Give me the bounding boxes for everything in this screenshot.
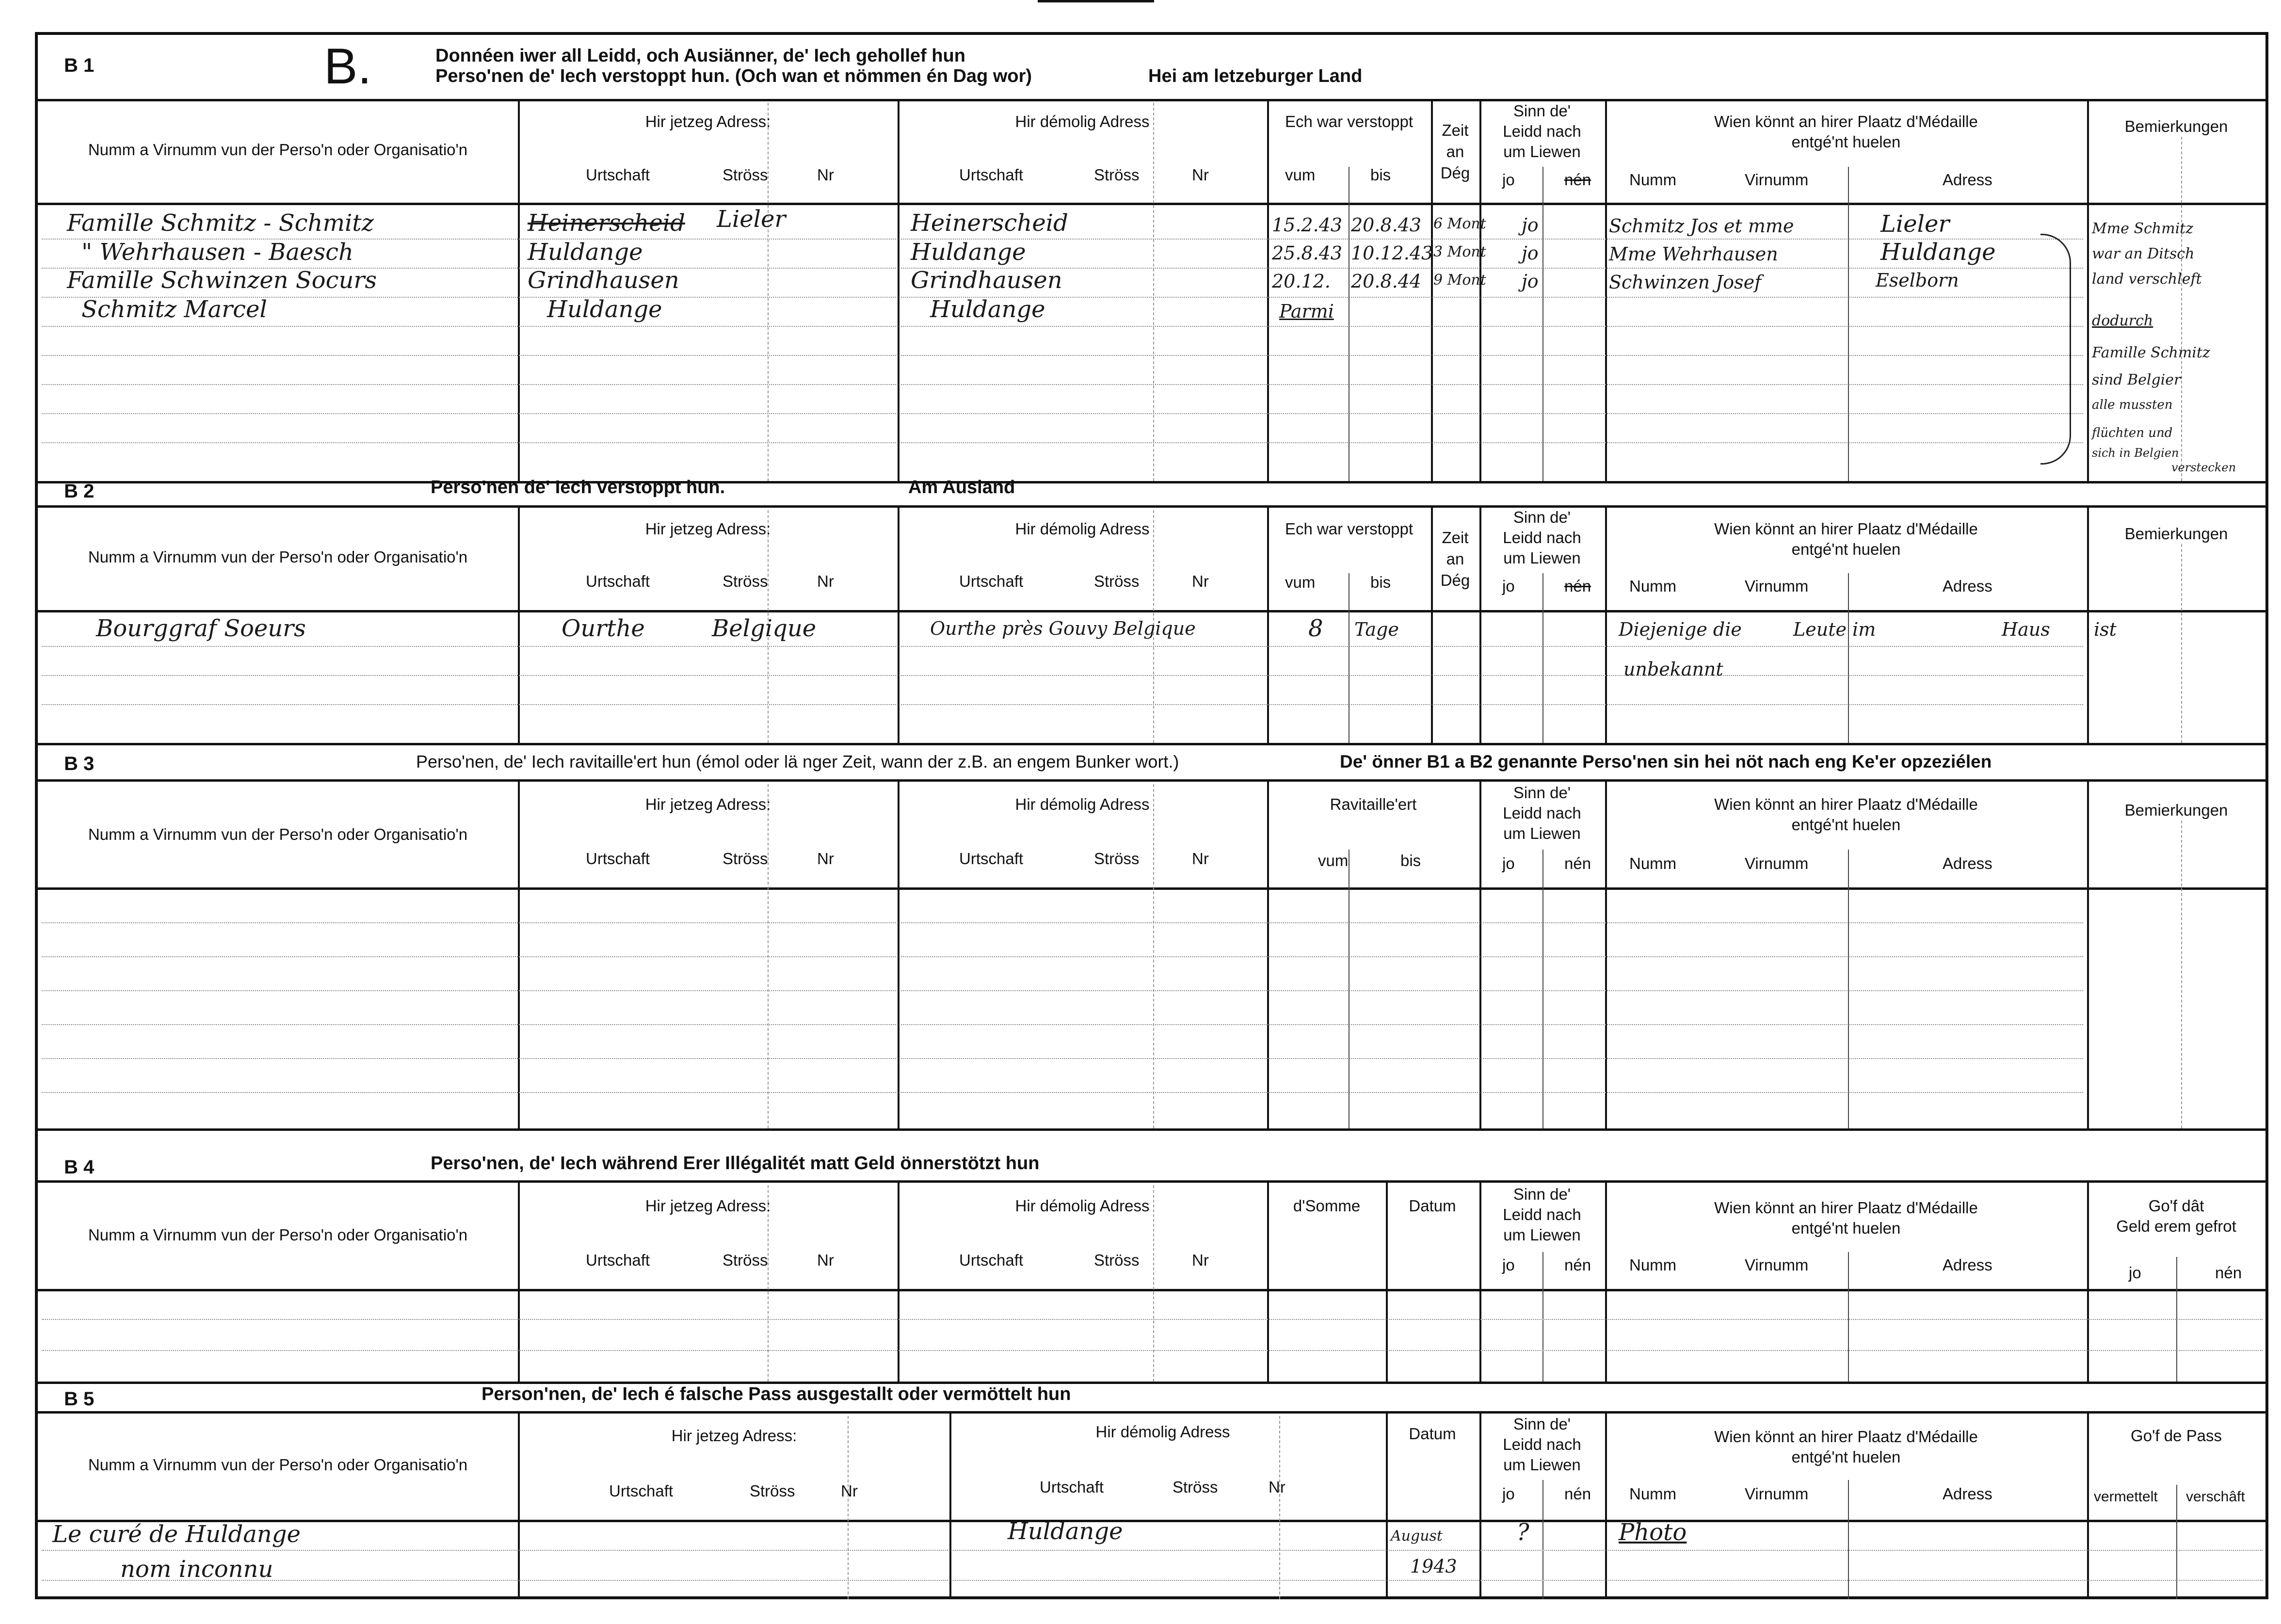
b3-col-ravitaille: Ravitaille'ert: [1330, 795, 1417, 813]
b2-section-id: B 2: [64, 481, 95, 502]
b2-region: Am Ausland: [908, 477, 1015, 498]
b1-title-line2: Perso'nen de' Iech verstoppt hun. (Och wan et nömmen én Dag wor): [435, 66, 1032, 86]
top-edge-line: [1038, 0, 1154, 2]
b4-title: Perso'nen, de' Iech während Erer Illégalitét matt Geld önnerstötzt hun: [431, 1153, 1040, 1174]
b1-col-current: Hir jetzeg Adress:: [645, 113, 771, 130]
b1-title-region: Hei am letzeburger Land: [1148, 66, 1363, 86]
b1-current-street: Lieler: [717, 206, 786, 233]
b1-entry-name-2: " Wehrhausen - Baesch: [81, 239, 353, 266]
b3-title: Perso'nen, de' Iech ravitaille'ert hun (émol oder lä nger Zeit, wann der z.B. an engem Bunker wort.): [416, 752, 1179, 772]
b1-entry-name-4: Schmitz Marcel: [81, 296, 267, 323]
b1-col-former: Hir démolig Adress: [1015, 113, 1150, 130]
b5-entry-name-1: Le curé de Huldange: [52, 1521, 301, 1548]
b3-note: De' önner B1 a B2 genannte Perso'nen sin hei nöt nach eng Ke'er opzeziélen: [1340, 752, 1992, 772]
b1-current-town-1: Heinerscheid: [528, 209, 685, 237]
b5-col-pass: Go'f de Pass: [2131, 1427, 2222, 1445]
b3-section-id: B 3: [64, 753, 95, 774]
b1-header-top: [38, 99, 2266, 101]
form-letter: B.: [324, 38, 372, 95]
b1-entry-name-1: Famille Schmitz - Schmitz: [67, 209, 374, 237]
b5-title: Person'nen, de' Iech é falsche Pass ausgestallt oder vermöttelt hun: [482, 1384, 1071, 1404]
b1-col-name: Numm a Virnumm vun der Perso'n oder Organisatio'n: [88, 141, 468, 159]
b1-title-line1: Donnéen iwer all Leidd, och Ausiänner, de' Iech gehollef hun: [435, 46, 965, 66]
b1-section-id: B 1: [64, 55, 95, 76]
b4-section-id: B 4: [64, 1157, 95, 1178]
b4-col-datum: Datum: [1409, 1197, 1456, 1215]
b2-title: Perso'nen de' Iech verstoppt hun.: [431, 477, 725, 498]
b4-col-somme: d'Somme: [1293, 1197, 1361, 1215]
b2-entry-name: Bourggraf Soeurs: [96, 615, 306, 642]
form-sheet: B 1 B. Donnéen iwer all Leidd, och Ausiänner, de' Iech gehollef hun Perso'nen de' Iech verstoppt hun. (Och wan et nömmen én Dag wor) Hei am letzeburger Land Numm a Virnumm vun der Perso'n oder Organisatio'n Hir jetzeg Adress: Urtschaft Ströss Nr Hir démolig Adress Urtschaft Ströss Nr Ech war verstoppt vum bis Zeit an Dég Sinn de' Leidd nach um Liewen jo nén Wien könnt an hirer Plaatz d'Médaille entgé'nt huelen Numm Virnumm Adress Bemierkungen Famille Schmitz - Schmitz " Wehrhausen - Baesch Famille Schwinzen Socurs Schmitz Marcel Heinerscheid Lieler Huldange Grindhausen Huldange Heinerscheid Huldange Grindhausen Huldange 15.2.43 25.8.43 20.12. 20.8.43 10.12.43 20.8.44 Parmi 6 Mont 3 Mont 9 Mont jo jo jo Schmitz Jos et mme Mme Wehrhausen Schwinzen Josef Lieler Huldange Eselborn Mme Schmitz war an Ditsch land verschleft dodurch Famille Schmitz sind Belgier alle mussten flüchten und sich in Belgien verstecken B 2 Perso'nen de' Iech verstoppt hun. Am Ausland Numm a Virnumm vun der Perso'n oder Organisatio'n Hir jetzeg Adress: Urtschaft Ströss Nr Hir démolig Adress Urtschaft Ströss Nr Ech war verstoppt vum bis Zeit an Dég Sinn de' Leidd nach um Liewen jo nén Wien könnt an hirer Plaatz d'Médaille entgé'nt huelen Numm Virnumm Adress Bemierkungen Bourggraf Soeurs Ourthe Belgique Ourthe près Gouvy Belgique 8 Tage Diejenige die Leute im Haus ist unbekannt B 3 Perso'nen, de' Iech ravitaille'ert hun (émol oder lä nger Zeit, wann der z.B. an engem Bunker wort.) De' önner B1 a B2 genannte Perso'nen sin hei nöt nach eng Ke'er opzeziélen Numm a Virnumm vun der Perso'n oder Organisatio'n Hir jetzeg Adress: Urtschaft Ströss Nr Hir démolig Adress Urtschaft Ströss Nr Ravitaille'ert vum bis Sinn de' Leidd nach um Liewen jo nén Wien könnt an hirer Plaatz d'Médaille entgé'nt huelen Numm Virnumm Adress Bemierkungen B 4 Perso'nen, de' Iech während Erer Illégalitét matt Geld önnerstötzt hun Numm a Virnumm vun der Perso'n oder Organisatio'n Hir jetzeg Adress: Urtschaft Ströss Nr Hir démolig Adress Urtschaft Ströss Nr d'Somme Datum Sinn de' Leidd nach um Liewen jo nén Wien könnt an hirer Plaatz d'Médaille entgé'nt huelen Numm Virnumm Adress Go'f dât Geld erem gefrot jo nén B 5 Person'nen, de' Iech é falsche Pass ausgestallt oder vermöttelt hun Numm a Virnumm vun der Perso'n oder Organisatio'n Hir jetzeg Adress: Urtschaft Ströss Nr Hir démolig Adress Urtschaft Ströss Nr Datum Sinn de' Leidd nach um Liewen jo nén Wien könnt an hirer Plaatz d'Médaille entgé'nt huelen Numm Virnumm Adress Go'f de Pass vermettelt verschâft Le curé de Huldange nom inconnu Huldange August 1943 ? Photo: [35, 32, 2268, 1599]
b1-entry-name-3: Famille Schwinzen Socurs: [67, 267, 377, 294]
b1-remarks-brace: [2040, 234, 2071, 465]
b5-entry-name-2: nom inconnu: [120, 1556, 273, 1583]
b1-header-bottom: [38, 203, 2266, 205]
b5-section-id: B 5: [64, 1388, 95, 1410]
b1-col-hidden: Ech war verstoppt: [1285, 113, 1414, 130]
